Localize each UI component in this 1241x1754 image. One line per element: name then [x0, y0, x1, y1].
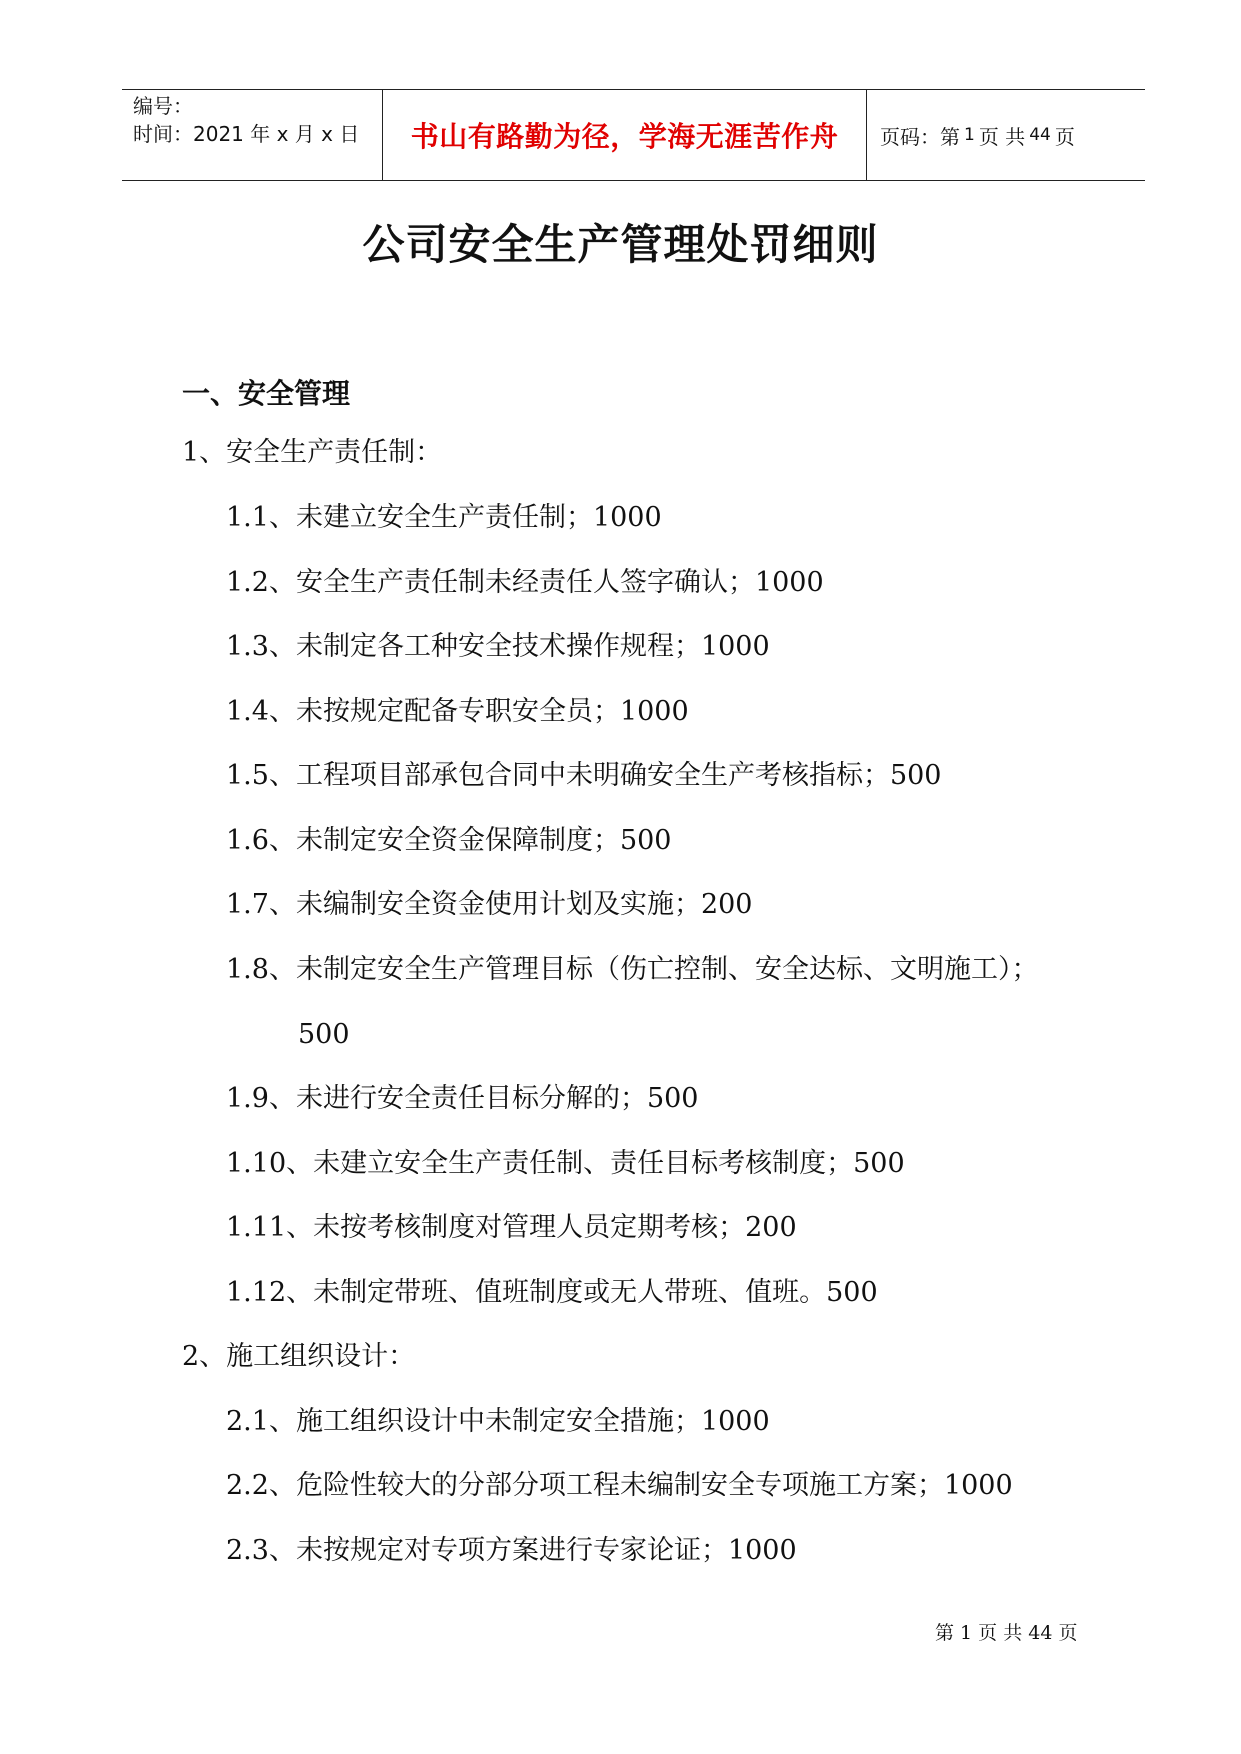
page-mid: 页 共	[978, 124, 1026, 149]
document-header	[122, 89, 1145, 181]
clause-1-6: 1.6、未制定安全资金保障制度；500	[226, 825, 672, 856]
clause-1-1: 1.1、未建立安全生产责任制；1000	[226, 502, 662, 533]
clause-1-4: 1.4、未按规定配备专职安全员；1000	[226, 696, 689, 727]
page-total: 44	[1029, 125, 1051, 145]
clause-2: 2、施工组织设计：	[182, 1341, 416, 1372]
clause-1-8-continued: 500	[298, 1019, 350, 1050]
clause-1-5: 1.5、工程项目部承包合同中未明确安全生产考核指标；500	[226, 760, 942, 791]
page-footer: 第 1 页 共 44 页	[935, 1622, 1078, 1644]
document-number-label: 编号：	[133, 94, 193, 118]
clause-2-1: 2.1、施工组织设计中未制定安全措施；1000	[226, 1406, 770, 1437]
header-motto: 书山有路勤为径，学海无涯苦作舟	[382, 90, 867, 180]
document-date: 时间：2021 年 x 月 x 日	[133, 122, 360, 146]
page-suffix: 页	[1054, 124, 1075, 149]
page-prefix: 页码：第	[880, 124, 960, 149]
clause-1: 1、安全生产责任制：	[182, 437, 443, 468]
clause-1-11: 1.11、未按考核制度对管理人员定期考核；200	[226, 1212, 797, 1243]
header-meta	[122, 90, 382, 180]
clause-1-8: 1.8、未制定安全生产管理目标（伤亡控制、安全达标、文明施工）；	[226, 954, 1039, 985]
clause-1-9: 1.9、未进行安全责任目标分解的；500	[226, 1083, 699, 1114]
clause-1-10: 1.10、未建立安全生产责任制、责任目标考核制度；500	[226, 1148, 905, 1179]
document-title: 公司安全生产管理处罚细则	[362, 220, 879, 269]
clause-2-2: 2.2、危险性较大的分部分项工程未编制安全专项施工方案；1000	[226, 1470, 1013, 1501]
clause-1-2: 1.2、安全生产责任制未经责任人签字确认；1000	[226, 567, 824, 598]
clause-1-7: 1.7、未编制安全资金使用计划及实施；200	[226, 889, 753, 920]
header-page-number	[867, 90, 1145, 180]
page-current: 1	[964, 125, 975, 145]
clause-1-12: 1.12、未制定带班、值班制度或无人带班、值班。500	[226, 1277, 878, 1308]
clause-2-3: 2.3、未按规定对专项方案进行专家论证；1000	[226, 1535, 797, 1566]
clause-1-3: 1.3、未制定各工种安全技术操作规程；1000	[226, 631, 770, 662]
section-heading-safety-management: 一、安全管理	[182, 377, 351, 410]
